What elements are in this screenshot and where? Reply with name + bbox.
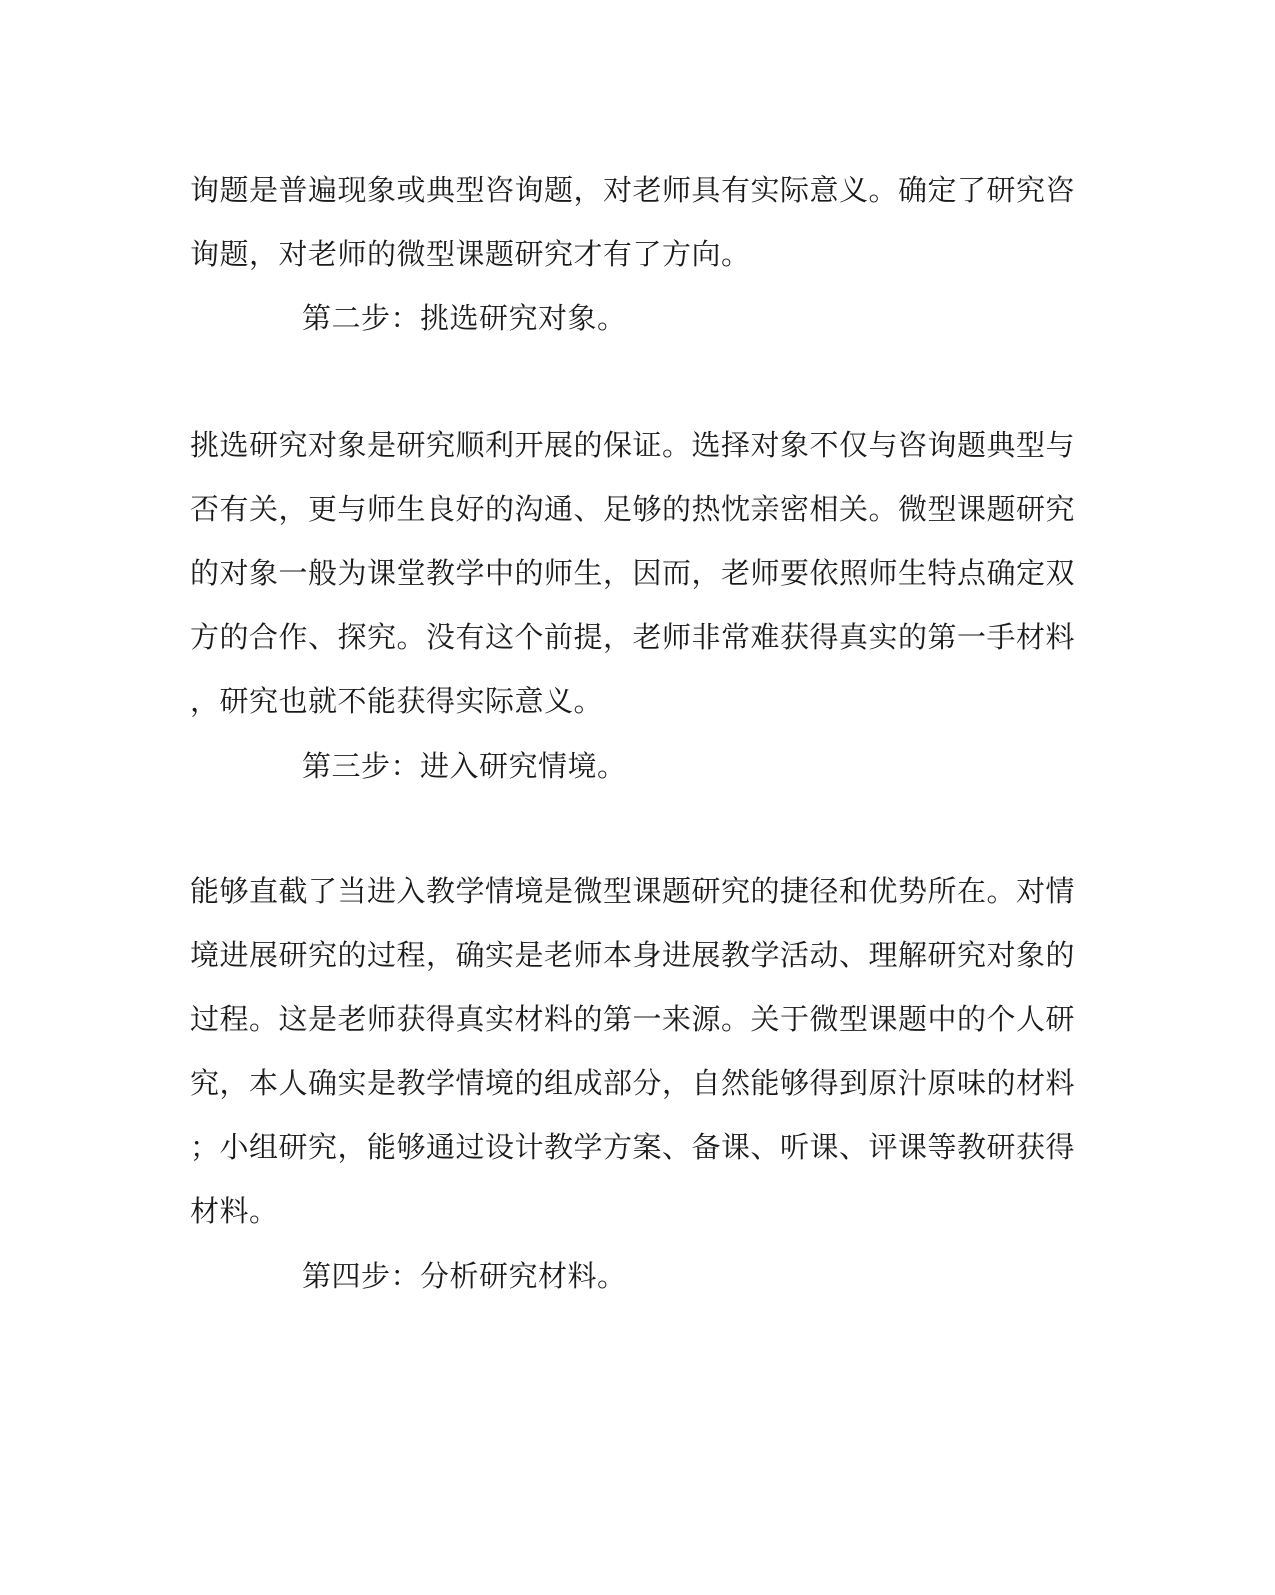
paragraph-3-line-3: 过程。这是老师获得真实材料的第一来源。关于微型课题中的个人研: [190, 1002, 1076, 1036]
step-2-heading: 第二步：挑选研究对象。: [302, 301, 627, 335]
paragraph-2-line-4: 方的合作、探究。没有这个前提，老师非常难获得真实的第一手材料: [190, 620, 1076, 654]
step-3-heading: 第三步：进入研究情境。: [302, 749, 627, 783]
paragraph-3-line-2: 境进展研究的过程，确实是老师本身进展教学活动、理解研究对象的: [190, 938, 1076, 972]
paragraph-3-line-4: 究，本人确实是教学情境的组成部分，自然能够得到原汁原味的材料: [190, 1066, 1076, 1100]
paragraph-2-line-2: 否有关，更与师生良好的沟通、足够的热忱亲密相关。微型课题研究: [190, 492, 1076, 526]
paragraph-1-line-1: 询题是普遍现象或典型咨询题，对老师具有实际意义。确定了研究咨: [190, 173, 1076, 207]
paragraph-3-line-6: 材料。: [190, 1194, 279, 1228]
paragraph-2-line-5: ，研究也就不能获得实际意义。: [190, 684, 604, 718]
step-4-heading: 第四步：分析研究材料。: [302, 1259, 627, 1293]
paragraph-1-line-2: 询题，对老师的微型课题研究才有了方向。: [190, 237, 751, 271]
paragraph-2-line-1: 挑选研究对象是研究顺利开展的保证。选择对象不仅与咨询题典型与: [190, 428, 1076, 462]
paragraph-2-line-3: 的对象一般为课堂教学中的师生，因而，老师要依照师生特点确定双: [190, 556, 1076, 590]
paragraph-3-line-1: 能够直截了当进入教学情境是微型课题研究的捷径和优势所在。对情: [190, 874, 1076, 908]
paragraph-3-line-5: ；小组研究，能够通过设计教学方案、备课、听课、评课等教研获得: [190, 1130, 1076, 1164]
